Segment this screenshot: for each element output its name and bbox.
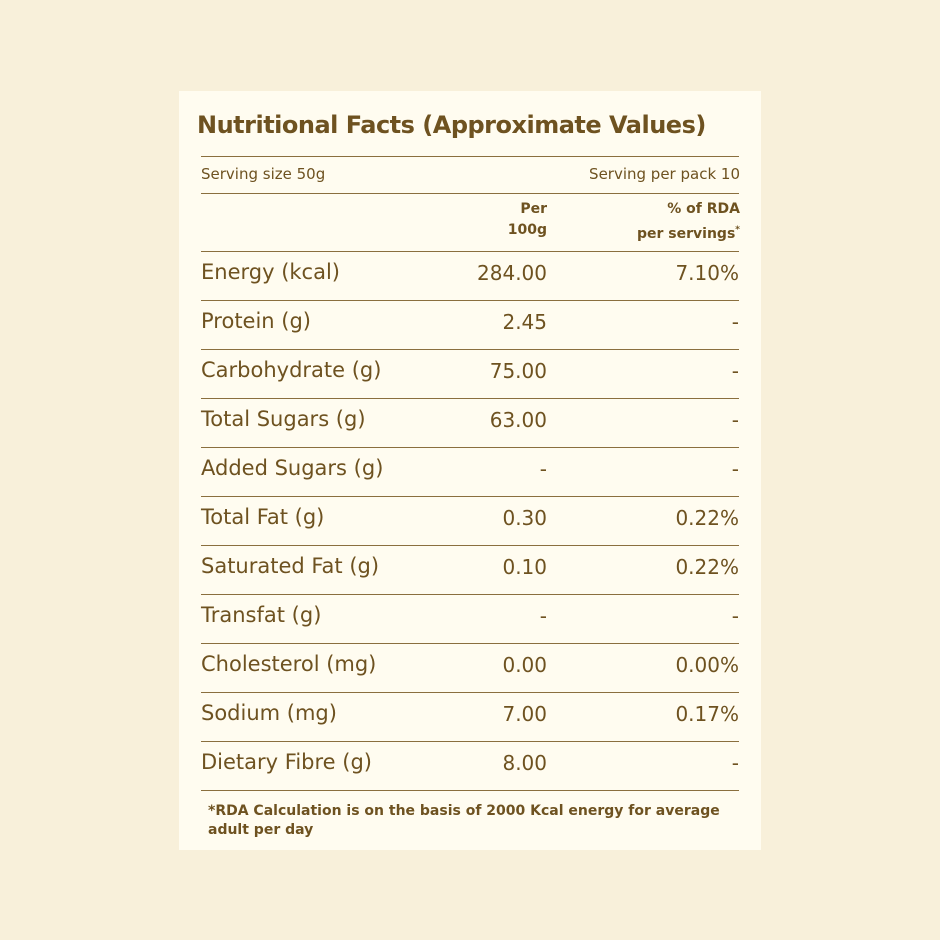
- column-header-rda-line1: % of RDA: [667, 201, 740, 217]
- nutrient-per-100g: 2.45: [502, 310, 547, 334]
- nutrient-rda: -: [731, 457, 739, 481]
- column-header-per-100g: [508, 199, 547, 241]
- nutrient-per-100g: 7.00: [502, 702, 547, 726]
- nutrient-name: Dietary Fibre (g): [201, 750, 372, 774]
- nutrient-per-100g: 0.10: [502, 555, 547, 579]
- nutrient-rda: -: [731, 408, 739, 432]
- nutrient-name: Protein (g): [201, 309, 312, 333]
- table-row: [201, 594, 739, 643]
- nutrient-per-100g: 0.30: [502, 506, 547, 530]
- table-row: [201, 251, 739, 300]
- table-row: [201, 643, 739, 692]
- nutrient-rda: -: [731, 604, 739, 628]
- nutrient-name: Carbohydrate (g): [201, 358, 382, 382]
- table-row: [201, 545, 739, 594]
- table-row: [201, 447, 739, 496]
- nutrient-rda: 0.00%: [675, 653, 739, 677]
- nutrient-rda: 0.22%: [675, 555, 739, 579]
- nutrient-per-100g: 284.00: [477, 261, 547, 285]
- column-header-rda: [637, 199, 740, 245]
- nutrient-name: Transfat (g): [201, 603, 322, 627]
- nutrient-name: Added Sugars (g): [201, 456, 384, 480]
- divider: [201, 790, 739, 791]
- table-row: [201, 496, 739, 545]
- nutrient-per-100g: -: [539, 457, 547, 481]
- divider: [201, 156, 739, 157]
- nutrient-name: Energy (kcal): [201, 260, 340, 284]
- table-row: [201, 692, 739, 741]
- table-title: Nutritional Facts (Approximate Values): [197, 111, 706, 139]
- divider: [201, 193, 739, 194]
- nutrient-per-100g: -: [539, 604, 547, 628]
- nutrient-rda: -: [731, 359, 739, 383]
- nutrient-rda: -: [731, 310, 739, 334]
- nutrition-facts-card: [179, 91, 761, 850]
- nutrient-per-100g: 0.00: [502, 653, 547, 677]
- nutrient-rda: -: [731, 751, 739, 775]
- nutrient-name: Total Sugars (g): [201, 407, 366, 431]
- table-row: [201, 741, 739, 790]
- nutrient-name: Saturated Fat (g): [201, 554, 380, 578]
- nutrient-per-100g: 75.00: [489, 359, 547, 383]
- serving-size: Serving size 50g: [201, 165, 326, 183]
- rda-asterisk: *: [735, 225, 740, 235]
- column-header-per-line1: Per: [520, 201, 547, 217]
- nutrient-per-100g: 63.00: [489, 408, 547, 432]
- nutrient-rda: 0.22%: [675, 506, 739, 530]
- table-row: [201, 398, 739, 447]
- column-header-rda-line2: per servings: [637, 226, 736, 242]
- serving-per-pack: Serving per pack 10: [589, 165, 740, 183]
- nutrient-name: Sodium (mg): [201, 701, 337, 725]
- nutrient-name: Cholesterol (mg): [201, 652, 377, 676]
- column-header-per-line2: 100g: [507, 222, 547, 238]
- rda-footnote: *RDA Calculation is on the basis of 2000 Kcal energy for average adult per day: [208, 803, 720, 838]
- nutrient-rda: 7.10%: [675, 261, 739, 285]
- table-row: [201, 349, 739, 398]
- table-row: [201, 300, 739, 349]
- nutrient-rda: 0.17%: [675, 702, 739, 726]
- nutrient-per-100g: 8.00: [502, 751, 547, 775]
- nutrient-name: Total Fat (g): [201, 505, 325, 529]
